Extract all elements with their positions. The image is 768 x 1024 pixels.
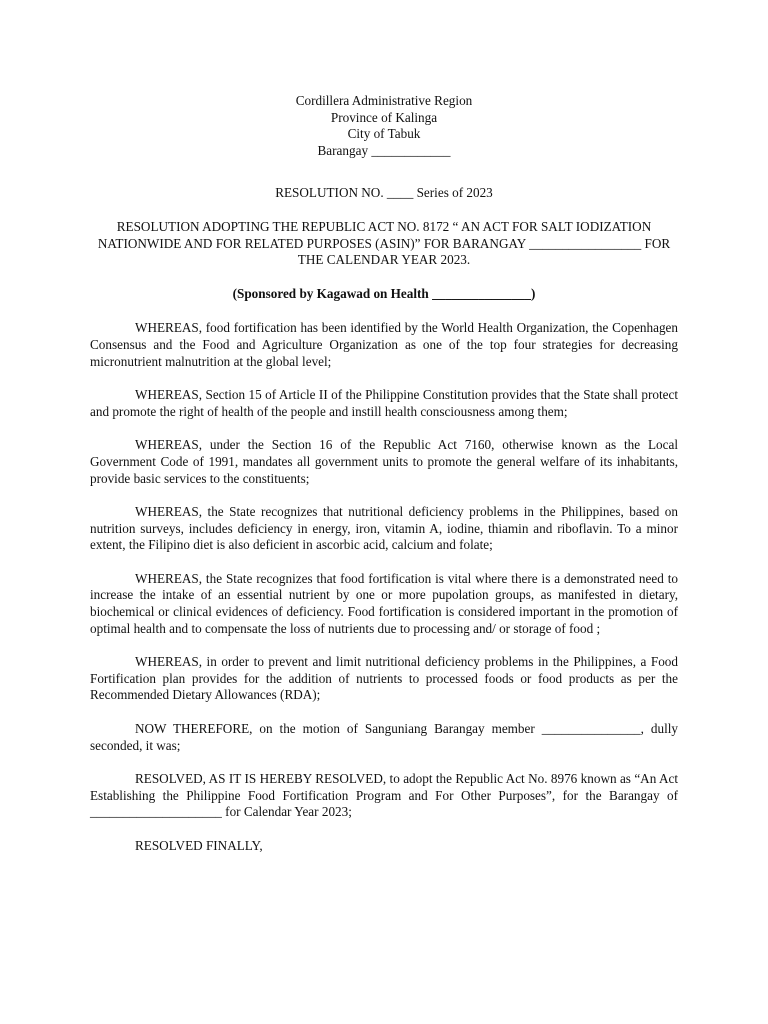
barangay-name: Barangay ____________ bbox=[317, 142, 451, 158]
sponsor-line: (Sponsored by Kagawad on Health _______________) bbox=[232, 285, 536, 301]
whereas-clause-food-fortification: WHEREAS, the State recognizes that food fortification is vital where there is a demonstrated need to increase the intake of an essential nutrient by one or more pupolation groups, as manifested in dietary, biochemical or clinical evidences of deficiency. Food fortification is considered important in the promotion of optimal health and to compensate the loss of nutrients due to processing and/ or storage of food ; bbox=[90, 570, 678, 636]
resolved-finally-clause: RESOLVED FINALLY, bbox=[135, 838, 263, 853]
whereas-clause-nutrition-surveys: WHEREAS, the State recognizes that nutritional deficiency problems in the Philippines, based on nutrition surveys, includes deficiency in energy, iron, vitamin A, iodine, thiamin and riboflavin. To a minor extent, the Filipino diet is also deficient in ascorbic acid, calcium and folate; bbox=[90, 504, 678, 553]
province-name: Province of Kalinga bbox=[330, 109, 438, 125]
resolution-document bbox=[90, 93, 678, 855]
whereas-clause-constitution: WHEREAS, Section 15 of Article II of the Philippine Constitution provides that the State shall protect and promote the right of health of the people and instill health consciousness among them; bbox=[90, 387, 678, 419]
resolution-number: RESOLUTION NO. ____ Series of 2023 bbox=[275, 185, 493, 201]
whereas-clause-local-government-code: WHEREAS, under the Section 16 of the Republic Act 7160, otherwise known as the Local Government Code of 1991, mandates all government units to promote the general welfare of its inhabitants, provide basic services to the constituents; bbox=[90, 437, 678, 486]
region-name: Cordillera Administrative Region bbox=[295, 93, 473, 108]
whereas-clause-fortification-plan: WHEREAS, in order to prevent and limit nutritional deficiency problems in the Philippines, a Food Fortification plan provides for the addition of nutrients to processed foods or food products as per the Recommended Dietary Allowances (RDA); bbox=[90, 654, 678, 703]
resolved-clause: RESOLVED, AS IT IS HEREBY RESOLVED, to adopt the Republic Act No. 8976 known as “An Act Establishing the Philippine Food Fortification Program and For Other Purposes”, for the Barangay of ____________________ for Calendar Year 2023; bbox=[90, 771, 678, 820]
letterhead bbox=[90, 93, 678, 159]
now-therefore-clause: NOW THEREFORE, on the motion of Sanguniang Barangay member _______________, dully seconded, it was; bbox=[90, 721, 678, 753]
whereas-clause-fortification-strategy: WHEREAS, food fortification has been identified by the World Health Organization, the Copenhagen Consensus and the Food and Agriculture Organization as one of the top four strategies for decreasing micronutrient malnutrition at the global level; bbox=[90, 320, 678, 369]
resolution-title: RESOLUTION ADOPTING THE REPUBLIC ACT NO. 8172 “ AN ACT FOR SALT IODIZATION NATIONWIDE AND FOR RELATED PURPOSES (ASIN)” FOR BARANGAY _________________ FOR THE CALENDAR YEAR 2023. bbox=[97, 218, 671, 268]
city-name: City of Tabuk bbox=[347, 126, 421, 142]
